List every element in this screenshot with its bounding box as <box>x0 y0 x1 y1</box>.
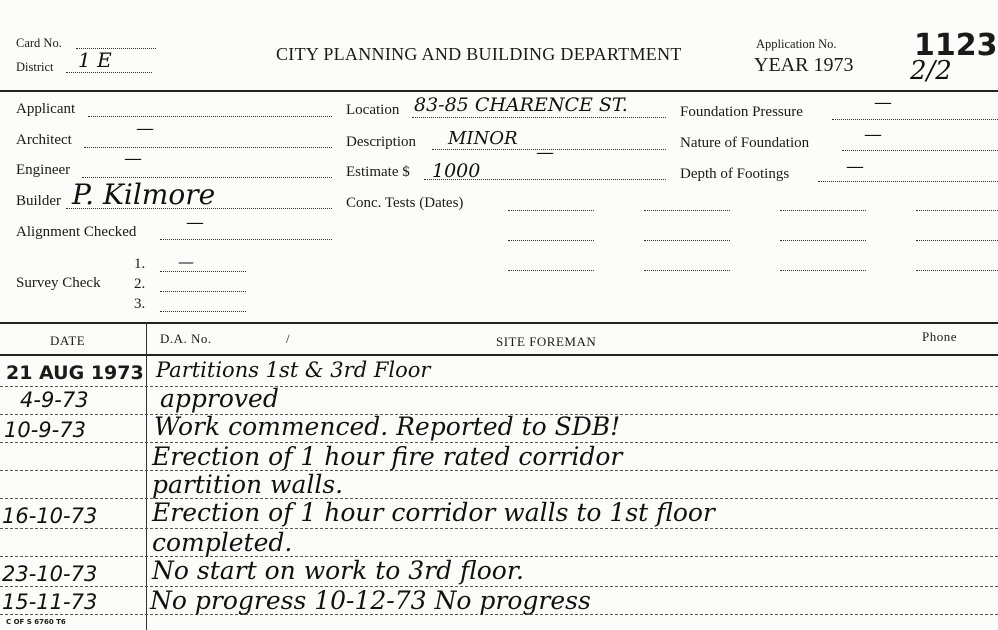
year-label: YEAR 1973 <box>754 54 854 76</box>
applicant-label: Applicant <box>16 101 76 117</box>
architect-value: — <box>136 118 154 139</box>
log-row-8-date: 23-10-73 <box>2 562 98 586</box>
application-no-label: Application No. <box>756 37 837 51</box>
header-divider <box>0 90 998 92</box>
alignment-checked-label: Alignment Checked <box>16 224 137 240</box>
log-row-9-date: 15-11-73 <box>2 590 98 614</box>
nature-of-foundation-line <box>842 150 998 151</box>
log-row-6-text: Erection of 1 hour corridor walls to 1st floor <box>152 498 715 527</box>
location-value: 83-85 CHARENCE ST. <box>414 94 628 116</box>
log-row-4-text: Erection of 1 hour fire rated corridor <box>152 442 623 471</box>
conc-line <box>508 240 594 241</box>
conc-tests-label: Conc. Tests (Dates) <box>346 195 464 211</box>
conc-line <box>780 210 866 211</box>
depth-of-footings-line <box>818 181 998 182</box>
builder-label: Builder <box>16 193 61 209</box>
department-title: CITY PLANNING AND BUILDING DEPARTMENT <box>276 44 682 64</box>
conc-line <box>644 240 730 241</box>
applicant-line <box>88 116 332 117</box>
conc-line <box>916 210 998 211</box>
conc-line <box>780 240 866 241</box>
log-header-site-foreman: SITE FOREMAN <box>496 334 597 349</box>
engineer-value: — <box>124 148 142 169</box>
log-header-date: DATE <box>50 333 86 348</box>
survey-1-label: 1. <box>134 256 146 272</box>
architect-line <box>84 147 332 148</box>
survey-2-line <box>160 291 246 292</box>
estimate-label: Estimate $ <box>346 164 410 180</box>
alignment-value: — <box>186 212 204 233</box>
log-top-rule <box>0 322 998 324</box>
log-row-2-date: 4-9-73 <box>20 388 89 412</box>
foundation-pressure-value: — <box>874 92 892 113</box>
application-number: 1123 <box>914 28 998 63</box>
location-label: Location <box>346 102 400 118</box>
foundation-pressure-label: Foundation Pressure <box>680 104 803 120</box>
district-line <box>66 72 152 73</box>
log-row-3-text: Work commenced. Reported to SDB! <box>154 412 621 441</box>
log-header-phone: Phone <box>922 329 957 344</box>
foundation-pressure-line <box>832 119 998 120</box>
architect-label: Architect <box>16 132 72 148</box>
depth-of-footings-label: Depth of Footings <box>680 166 790 182</box>
log-row-9-text: No progress 10-12-73 No progress <box>150 586 591 615</box>
survey-3-line <box>160 311 246 312</box>
log-row-6-date: 16-10-73 <box>2 504 98 528</box>
survey-check-label: Survey Check <box>16 275 101 291</box>
application-scribble: 2/2 <box>910 56 952 86</box>
survey-2-label: 2. <box>134 276 146 292</box>
district-label: District <box>16 60 54 74</box>
conc-line <box>780 270 866 271</box>
log-header-slash: / <box>286 331 291 346</box>
description-mark: — <box>536 142 554 163</box>
survey-3-label: 3. <box>134 296 146 312</box>
log-header-rule <box>0 354 998 356</box>
district-value: 1 E <box>78 48 112 72</box>
location-line <box>412 117 666 118</box>
builder-value: P. Kilmore <box>72 178 216 211</box>
conc-line <box>644 210 730 211</box>
log-header-da-no: D.A. No. <box>160 331 212 346</box>
description-value: MINOR <box>448 128 518 149</box>
log-row-7-text: completed. <box>152 528 293 557</box>
conc-line <box>916 240 998 241</box>
log-row-5-text: partition walls. <box>152 470 344 499</box>
card-no-label: Card No. <box>16 36 62 50</box>
engineer-label: Engineer <box>16 162 71 178</box>
survey-1-line <box>160 271 246 272</box>
log-row-1-text: Partitions 1st & 3rd Floor <box>156 358 431 382</box>
log-row-8-text: No start on work to 3rd floor. <box>152 556 524 585</box>
log-row-line <box>0 386 998 387</box>
log-row-line <box>0 528 998 529</box>
form-code: C OF S 6760 T6 <box>6 618 66 626</box>
log-row-2-text: approved <box>160 384 279 413</box>
log-row-3-date: 10-9-73 <box>4 418 86 442</box>
conc-line <box>644 270 730 271</box>
alignment-line <box>160 239 332 240</box>
nature-of-foundation-value: — <box>864 124 882 145</box>
conc-line <box>916 270 998 271</box>
depth-of-footings-value: — <box>846 156 864 177</box>
estimate-value: 1000 <box>432 160 481 182</box>
description-label: Description <box>346 134 416 150</box>
log-column-divider <box>146 322 147 630</box>
conc-line <box>508 270 594 271</box>
log-row-1-date: 21 AUG 1973 <box>6 362 144 384</box>
nature-of-foundation-label: Nature of Foundation <box>680 135 810 151</box>
conc-line <box>508 210 594 211</box>
survey-1-value: — <box>178 252 194 271</box>
